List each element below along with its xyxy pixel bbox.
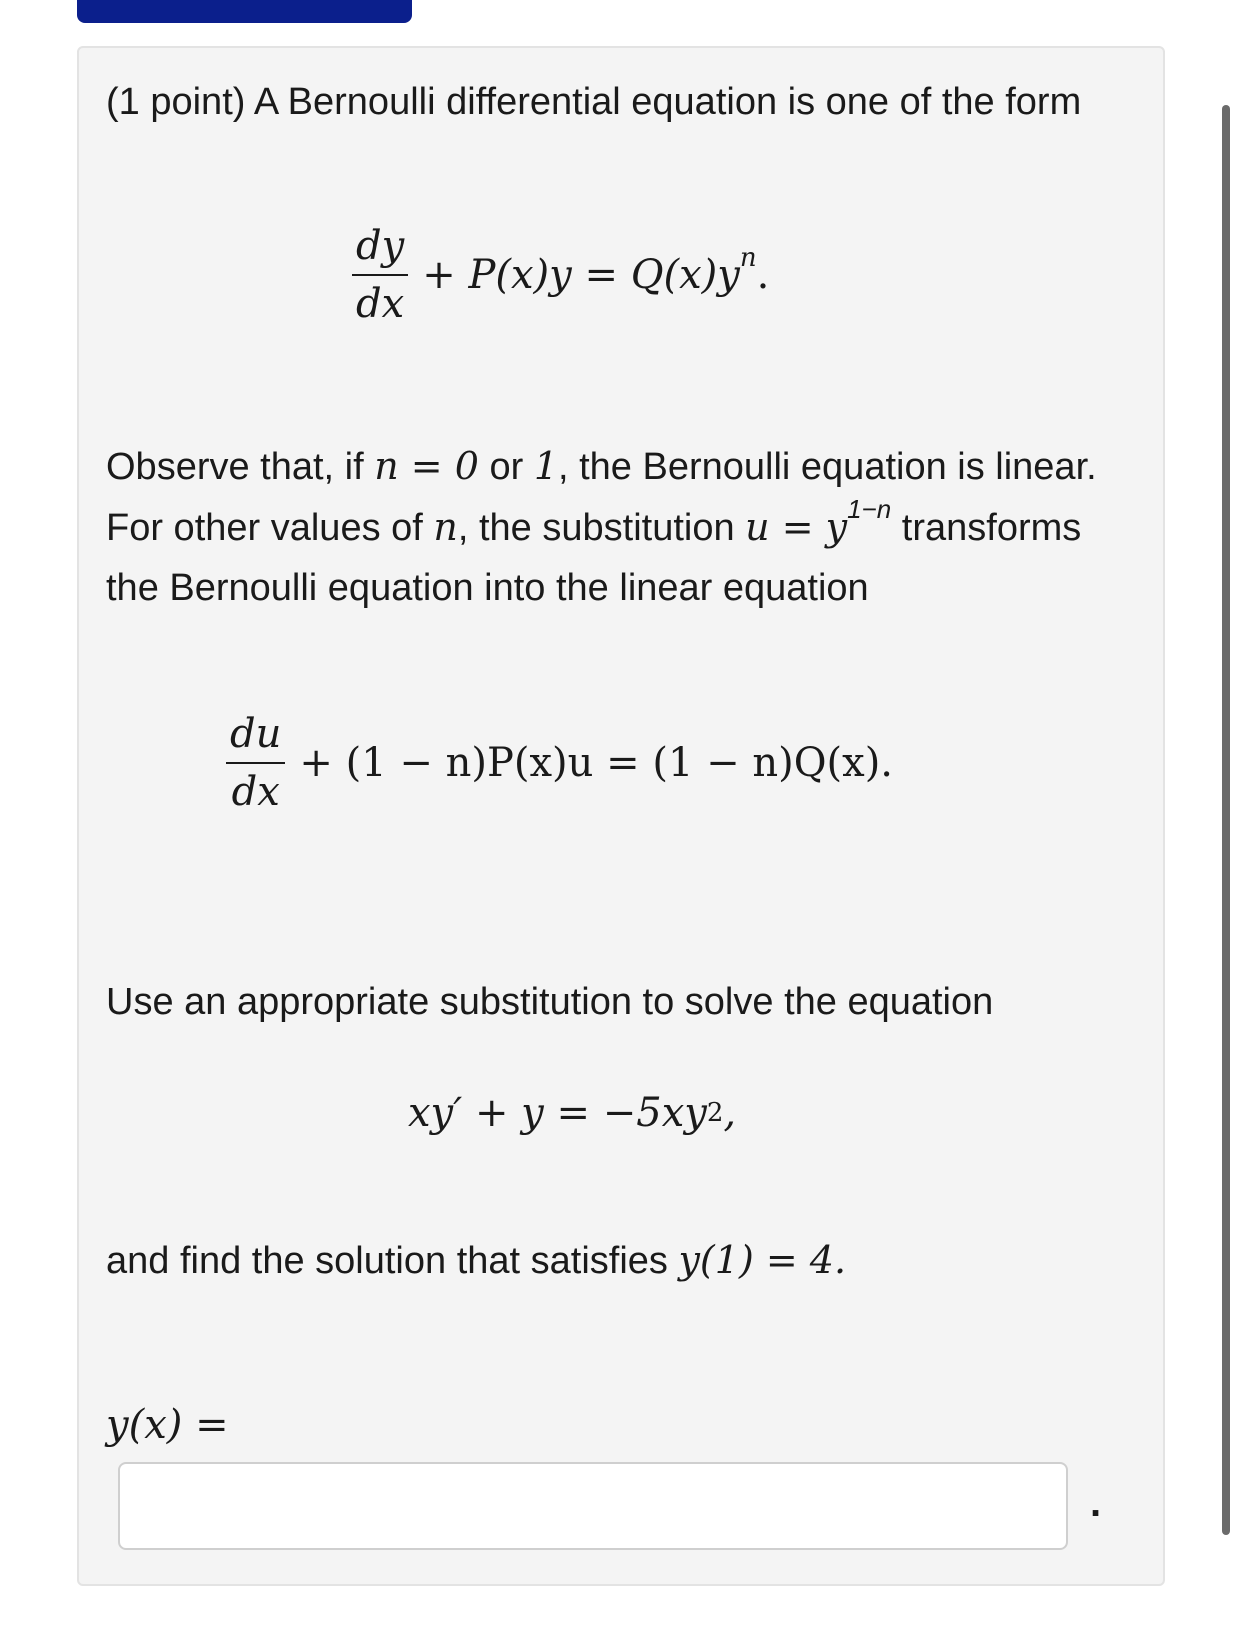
answer-trailing-period: . xyxy=(1090,1481,1102,1525)
problem-intro: (1 point) A Bernoulli differential equation is one of the form xyxy=(106,81,1082,123)
scrollbar[interactable] xyxy=(1222,105,1230,1535)
dy-dx-fraction: $\frac{dy}{dx}$ xyxy=(352,222,408,328)
observe-paragraph: Observe that, if n = 0 or 1, the Bernoulli equation is linear. For other values of n, the substitution $u = y^{1-n}$ transforms the Bernoulli equation into the linear equation xyxy=(106,444,1097,609)
instruction-text: Use an appropriate substitution to solve the equation xyxy=(106,981,994,1023)
initial-condition: and find the solution that satisfies y(1) = 4. xyxy=(106,1238,847,1282)
answer-input[interactable] xyxy=(118,1462,1068,1550)
top-nav-button[interactable] xyxy=(77,0,412,23)
bernoulli-equation: $\frac{dy}{dx}$ + $P(x)y = Q(x)y^n$. xyxy=(352,222,769,328)
target-equation: xy′ + y = −5xy 2 , xyxy=(408,1090,737,1136)
du-dx-fraction: $\frac{du}{dx}$ xyxy=(226,710,285,816)
answer-label: y(x) = xyxy=(106,1402,229,1448)
linear-equation: $\frac{du}{dx}$ + (1 − n)P(x)u = (1 − n)Q(x). xyxy=(226,710,893,816)
